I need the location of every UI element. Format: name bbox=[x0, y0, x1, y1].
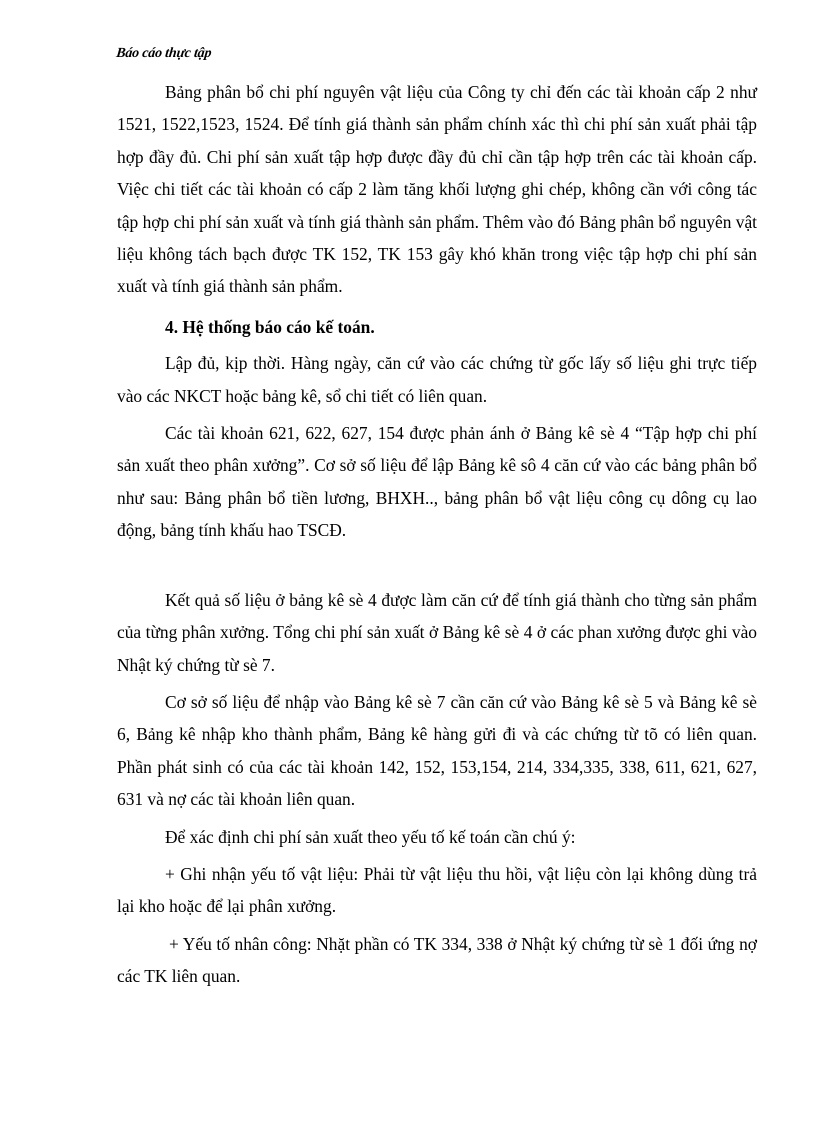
paragraph-reporting: Lập đủ, kịp thời. Hàng ngày, căn cứ vào các chứng từ gốc lấy số liệu ghi trực tiếp vào các NKCT hoặc bảng kê, sổ chi tiết có liên quan. bbox=[117, 353, 757, 406]
section-heading: 4. Hệ thống báo cáo kế toán. bbox=[165, 316, 375, 337]
paragraph-results: Kết quả số liệu ở bảng kê sè 4 được làm căn cứ để tính giá thành cho từng sản phẩm của từng phân xưởng. Tổng chi phí sản xuất ở Bảng kê sè 4 ở các phan xưởng được ghi vào Nhật ký chứng từ sè 7. bbox=[117, 589, 757, 675]
paragraph-cost-elements: Để xác định chi phí sản xuất theo yếu tố kế toán cần chú ý: bbox=[165, 826, 576, 847]
paragraph-material-element: + Ghi nhận yếu tố vật liệu: Phải từ vật liệu thu hồi, vật liệu còn lại không dùng trả lại kho hoặc để lại phân xưởng. bbox=[117, 863, 757, 917]
paragraph-labor-element: + Yếu tố nhân công: Nhặt phần có TK 334, 338 ở Nhật ký chứng từ sè 1 đối ứng nợ các TK liên quan. bbox=[117, 933, 757, 987]
paragraph-material-allocation: Bảng phân bổ chi phí nguyên vật liệu của Công ty chỉ đến các tài khoản cấp 2 như 1521, 1522,1523, 1524. Để tính giá thành sản phẩm chính xác thì chi phí sản xuất phải tập hợp đầy đủ. Chi phí sản xuất tập hợp được đầy đủ chỉ cần tập hợp trên các tài khoản cấp. Việc chi tiết các tài khoản có cấp 2 làm tăng khối lượng ghi chép, không cần với công tác tập hợp chi phí sản xuất và tính giá thành sản phẩm. Thêm vào đó Bảng phân bổ nguyên vật liệu không tách bạch được TK 152, TK 153 gây khó khăn trong việc tập hợp chi phí sản xuất và tính giá thành sản phẩm. bbox=[117, 82, 757, 297]
paragraph-accounts: Các tài khoản 621, 622, 627, 154 được phản ánh ở Bảng kê sè 4 “Tập hợp chi phí sản xuất theo phân xưởng”. Cơ sở số liệu để lập Bảng kê sô 4 căn cứ vào các bảng phân bổ như sau: Bảng phân bổ tiền lương, BHXH.., bảng phân bổ vật liệu công cụ dông cụ lao động, bảng tính khấu hao TSCĐ. bbox=[117, 423, 757, 541]
page-header: Báo cáo thực tập bbox=[115, 46, 213, 61]
document-body bbox=[117, 76, 757, 993]
paragraph-basis: Cơ sở số liệu để nhập vào Bảng kê sè 7 cần căn cứ vào Bảng kê sè 5 và Bảng kê sè 6, Bảng kê nhập kho thành phẩm, Bảng kê hàng gửi đi và các chứng từ tõ có liên quan. Phần phát sinh có của các tài khoản 142, 152, 153,154, 214, 334,335, 338, 611, 621, 627, 631 và nợ các tài khoản liên quan. bbox=[117, 691, 757, 810]
